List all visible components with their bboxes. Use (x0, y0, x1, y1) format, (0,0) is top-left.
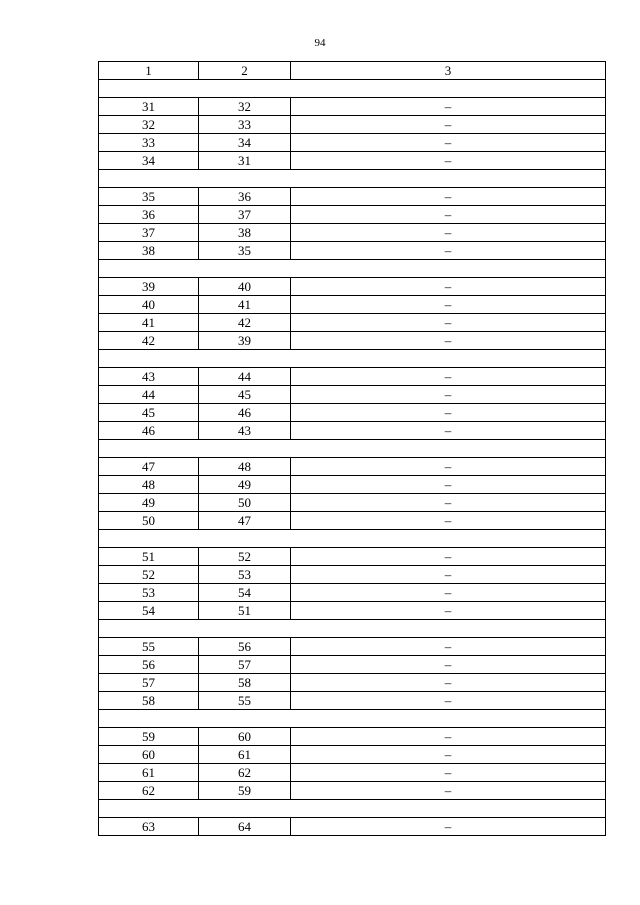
table-cell-col-1: 56 (99, 656, 199, 674)
table-cell-col-3: – (291, 206, 606, 224)
table-cell-col-1: 41 (99, 314, 199, 332)
table-cell-col-3: – (291, 134, 606, 152)
table-cell-col-3: – (291, 224, 606, 242)
page-number: 94 (314, 37, 326, 49)
table-cell-col-2: 36 (199, 188, 291, 206)
table-cell-col-2: 46 (199, 404, 291, 422)
table-cell-col-3: – (291, 242, 606, 260)
table-cell-col-2: 54 (199, 584, 291, 602)
table-cell-col-1: 38 (99, 242, 199, 260)
table-cell-col-3: – (291, 188, 606, 206)
table-row (99, 602, 606, 620)
table-cell-col-2: 59 (199, 782, 291, 800)
table-cell-col-2: 50 (199, 494, 291, 512)
header-cell-2: 2 (199, 62, 291, 80)
table-row (99, 656, 606, 674)
table-cell-col-3: – (291, 296, 606, 314)
table-row (99, 638, 606, 656)
header-cell-1: 1 (99, 62, 199, 80)
table-row (99, 98, 606, 116)
table-row (99, 206, 606, 224)
table-row (99, 476, 606, 494)
table-cell-col-3: – (291, 332, 606, 350)
table-row (99, 458, 606, 476)
table-cell-col-3: – (291, 548, 606, 566)
table-cell-col-2: 45 (199, 386, 291, 404)
table-cell-col-2: 37 (199, 206, 291, 224)
table-cell-col-1: 54 (99, 602, 199, 620)
table-cell-col-2: 51 (199, 602, 291, 620)
table-cell-col-3: – (291, 458, 606, 476)
table-cell-col-2: 40 (199, 278, 291, 296)
table-row (99, 728, 606, 746)
table-cell-col-3: – (291, 656, 606, 674)
table-row (99, 818, 606, 836)
table-cell-col-2: 42 (199, 314, 291, 332)
table-row (99, 422, 606, 440)
table-cell-col-1: 50 (99, 512, 199, 530)
table-row (99, 584, 606, 602)
table-cell-col-2: 62 (199, 764, 291, 782)
table-row (99, 152, 606, 170)
separator-row (99, 530, 606, 548)
table-cell-col-1: 44 (99, 386, 199, 404)
separator-cell (99, 170, 606, 188)
table-row (99, 188, 606, 206)
table-cell-col-1: 53 (99, 584, 199, 602)
table-cell-col-2: 38 (199, 224, 291, 242)
table-row (99, 134, 606, 152)
table-cell-col-3: – (291, 638, 606, 656)
table-row (99, 314, 606, 332)
table-cell-col-1: 32 (99, 116, 199, 134)
table-cell-col-1: 46 (99, 422, 199, 440)
data-table (98, 61, 606, 836)
table-row (99, 782, 606, 800)
table-row (99, 566, 606, 584)
table-row (99, 116, 606, 134)
table-cell-col-1: 52 (99, 566, 199, 584)
table-cell-col-2: 44 (199, 368, 291, 386)
table-cell-col-1: 40 (99, 296, 199, 314)
separator-cell (99, 800, 606, 818)
table-row (99, 746, 606, 764)
header-row (99, 62, 606, 80)
table-cell-col-3: – (291, 422, 606, 440)
table-cell-col-2: 53 (199, 566, 291, 584)
table-row (99, 296, 606, 314)
table-cell-col-3: – (291, 314, 606, 332)
table-cell-col-2: 34 (199, 134, 291, 152)
table-row (99, 386, 606, 404)
table-cell-col-1: 61 (99, 764, 199, 782)
table-cell-col-1: 58 (99, 692, 199, 710)
table-row (99, 512, 606, 530)
table-cell-col-1: 57 (99, 674, 199, 692)
table-cell-col-1: 60 (99, 746, 199, 764)
table-cell-col-1: 35 (99, 188, 199, 206)
table-cell-col-2: 31 (199, 152, 291, 170)
separator-cell (99, 260, 606, 278)
table-cell-col-2: 55 (199, 692, 291, 710)
separator-cell (99, 620, 606, 638)
table-cell-col-2: 47 (199, 512, 291, 530)
table-row (99, 404, 606, 422)
table-cell-col-1: 63 (99, 818, 199, 836)
table-cell-col-2: 49 (199, 476, 291, 494)
table-cell-col-1: 36 (99, 206, 199, 224)
table-cell-col-3: – (291, 116, 606, 134)
table-cell-col-1: 47 (99, 458, 199, 476)
table-cell-col-1: 55 (99, 638, 199, 656)
separator-row (99, 350, 606, 368)
table-cell-col-3: – (291, 764, 606, 782)
table-cell-col-2: 58 (199, 674, 291, 692)
table-cell-col-3: – (291, 818, 606, 836)
table-cell-col-2: 32 (199, 98, 291, 116)
table-cell-col-3: – (291, 476, 606, 494)
table-cell-col-2: 35 (199, 242, 291, 260)
table-cell-col-1: 31 (99, 98, 199, 116)
table-cell-col-3: – (291, 404, 606, 422)
separator-cell (99, 530, 606, 548)
table-cell-col-3: – (291, 278, 606, 296)
table-cell-col-3: – (291, 98, 606, 116)
table-row (99, 674, 606, 692)
table-cell-col-1: 62 (99, 782, 199, 800)
table-cell-col-1: 33 (99, 134, 199, 152)
table-cell-col-2: 39 (199, 332, 291, 350)
table-cell-col-3: – (291, 368, 606, 386)
table-cell-col-2: 33 (199, 116, 291, 134)
table-cell-col-3: – (291, 494, 606, 512)
table-cell-col-2: 48 (199, 458, 291, 476)
table-cell-col-3: – (291, 512, 606, 530)
separator-row (99, 620, 606, 638)
table-row (99, 548, 606, 566)
table-cell-col-1: 48 (99, 476, 199, 494)
table-cell-col-2: 52 (199, 548, 291, 566)
table-cell-col-3: – (291, 782, 606, 800)
table-row (99, 368, 606, 386)
table-row (99, 692, 606, 710)
table-cell-col-1: 42 (99, 332, 199, 350)
header-cell-3: 3 (291, 62, 606, 80)
table-cell-col-3: – (291, 566, 606, 584)
table-cell-col-2: 61 (199, 746, 291, 764)
table-cell-col-1: 49 (99, 494, 199, 512)
table-cell-col-3: – (291, 152, 606, 170)
table-row (99, 224, 606, 242)
separator-cell (99, 80, 606, 98)
separator-cell (99, 440, 606, 458)
separator-row (99, 80, 606, 98)
table-cell-col-1: 45 (99, 404, 199, 422)
table-cell-col-2: 41 (199, 296, 291, 314)
table-cell-col-3: – (291, 584, 606, 602)
separator-cell (99, 350, 606, 368)
table-row (99, 764, 606, 782)
table-row (99, 242, 606, 260)
table-cell-col-3: – (291, 386, 606, 404)
table-cell-col-2: 56 (199, 638, 291, 656)
table-cell-col-1: 34 (99, 152, 199, 170)
table-cell-col-3: – (291, 746, 606, 764)
separator-row (99, 170, 606, 188)
separator-row (99, 800, 606, 818)
table-cell-col-1: 43 (99, 368, 199, 386)
separator-row (99, 260, 606, 278)
table-cell-col-3: – (291, 692, 606, 710)
separator-cell (99, 710, 606, 728)
table-cell-col-1: 37 (99, 224, 199, 242)
table-cell-col-2: 64 (199, 818, 291, 836)
separator-row (99, 710, 606, 728)
table-cell-col-1: 51 (99, 548, 199, 566)
table-row (99, 494, 606, 512)
table-body (99, 62, 606, 836)
table-cell-col-1: 39 (99, 278, 199, 296)
table-cell-col-3: – (291, 728, 606, 746)
table-cell-col-2: 60 (199, 728, 291, 746)
separator-row (99, 440, 606, 458)
table-cell-col-2: 57 (199, 656, 291, 674)
table-row (99, 332, 606, 350)
table-cell-col-1: 59 (99, 728, 199, 746)
table-cell-col-3: – (291, 602, 606, 620)
table-row (99, 278, 606, 296)
table-cell-col-3: – (291, 674, 606, 692)
table-cell-col-2: 43 (199, 422, 291, 440)
